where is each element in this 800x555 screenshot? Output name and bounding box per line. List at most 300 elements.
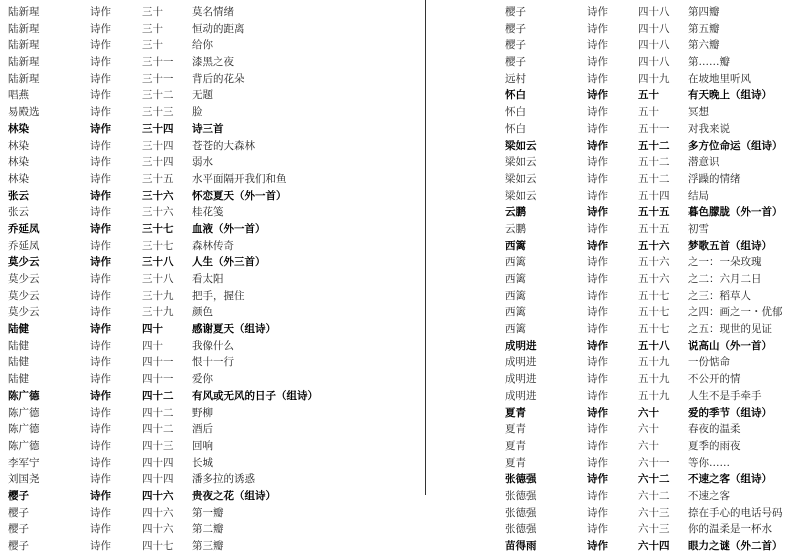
entry-type: 诗作 <box>90 172 111 185</box>
entry-type: 诗作 <box>90 222 111 235</box>
poem-title: 水平面隔开我们和鱼 <box>192 172 287 185</box>
author-name: 夏青 <box>505 439 526 452</box>
entry-type: 诗作 <box>587 56 608 69</box>
poem-title: 漆黑之夜 <box>192 56 234 69</box>
poem-title: 不速之客（组诗） <box>688 473 772 486</box>
issue-number: 五十八 <box>638 339 670 352</box>
entry-type: 诗作 <box>90 72 111 85</box>
author-name: 张德强 <box>505 473 537 486</box>
entry-type: 诗作 <box>90 6 111 18</box>
poem-title: 无题 <box>192 89 213 102</box>
issue-number: 三十四 <box>142 139 174 152</box>
entry-type: 诗作 <box>90 306 111 319</box>
poem-title: 血液（外一首） <box>192 222 266 235</box>
entry-type: 诗作 <box>90 22 111 35</box>
issue-number: 三十一 <box>142 56 174 69</box>
index-row <box>8 488 408 505</box>
author-name: 夏青 <box>505 406 526 419</box>
poem-title: 在坡地里听风 <box>688 72 751 85</box>
index-row <box>8 338 408 355</box>
poem-title: 初雪 <box>688 222 709 235</box>
author-name: 莫少云 <box>8 256 40 269</box>
issue-number: 三十二 <box>142 89 174 102</box>
entry-type: 诗作 <box>587 273 608 285</box>
author-name: 林染 <box>8 122 29 135</box>
author-name: 林染 <box>8 156 29 169</box>
poem-title: 莫名情绪 <box>192 6 234 18</box>
poem-title: 有风或无风的日子（组诗） <box>192 389 318 402</box>
author-name: 樱子 <box>505 22 526 35</box>
entry-type: 诗作 <box>90 423 111 436</box>
issue-number: 六十三 <box>638 523 670 536</box>
poem-title: 多方位命运（组诗） <box>688 139 783 152</box>
issue-number: 五十四 <box>638 189 670 202</box>
index-row <box>505 521 800 538</box>
author-name: 陆新瑆 <box>8 72 40 85</box>
issue-number: 五十六 <box>638 256 670 269</box>
author-name: 陈广德 <box>8 439 40 452</box>
index-row <box>8 138 408 155</box>
poem-title: 人生（外三首） <box>192 256 266 269</box>
issue-number: 六十四 <box>638 540 670 552</box>
poem-title: 第六瓣 <box>688 39 720 52</box>
index-row <box>8 21 408 38</box>
author-name: 陆新瑆 <box>8 39 40 52</box>
entry-type: 诗作 <box>587 456 608 469</box>
entry-type: 诗作 <box>90 56 111 69</box>
entry-type: 诗作 <box>90 439 111 452</box>
issue-number: 三十九 <box>142 306 174 319</box>
entry-type: 诗作 <box>587 540 608 552</box>
poem-title: 夏季的雨夜 <box>688 439 741 452</box>
index-row <box>505 288 800 305</box>
poem-title: 春夜的温柔 <box>688 423 741 436</box>
poem-title: 爱的季节（组诗） <box>688 406 772 419</box>
index-row <box>505 405 800 422</box>
author-name: 张德强 <box>505 489 537 502</box>
index-row <box>8 388 408 405</box>
entry-type: 诗作 <box>587 89 608 102</box>
issue-number: 三十四 <box>142 122 174 135</box>
index-row <box>8 455 408 472</box>
index-row <box>505 271 800 288</box>
author-name: 刘国尧 <box>8 473 40 486</box>
entry-type: 诗作 <box>90 356 111 369</box>
index-row <box>505 71 800 88</box>
index-row <box>505 204 800 221</box>
author-name: 乔延凤 <box>8 239 40 252</box>
entry-type: 诗作 <box>587 156 608 169</box>
author-name: 西篱 <box>505 256 526 269</box>
issue-number: 五十二 <box>638 139 670 152</box>
entry-type: 诗作 <box>587 356 608 369</box>
issue-number: 五十九 <box>638 373 670 386</box>
poem-title: 第五瓣 <box>688 22 720 35</box>
issue-number: 三十 <box>142 6 163 18</box>
poem-title: 结局 <box>688 189 709 202</box>
index-row <box>505 138 800 155</box>
index-row <box>8 421 408 438</box>
issue-number: 三十七 <box>142 222 174 235</box>
author-name: 陆健 <box>8 323 29 336</box>
issue-number: 六十二 <box>638 489 670 502</box>
author-name: 怀白 <box>505 122 526 135</box>
issue-number: 五十二 <box>638 172 670 185</box>
issue-number: 四十 <box>142 323 163 336</box>
entry-type: 诗作 <box>90 323 111 336</box>
index-row <box>8 438 408 455</box>
author-name: 易殿选 <box>8 106 40 119</box>
poem-title: 颜色 <box>192 306 213 319</box>
poem-title: 冥想 <box>688 106 709 119</box>
issue-number: 三十四 <box>142 156 174 169</box>
author-name: 陆新瑆 <box>8 22 40 35</box>
author-name: 张云 <box>8 189 29 202</box>
index-row <box>8 71 408 88</box>
index-row <box>505 37 800 54</box>
index-row <box>8 254 408 271</box>
entry-type: 诗作 <box>587 523 608 536</box>
issue-number: 五十 <box>638 106 659 119</box>
index-row <box>505 455 800 472</box>
author-name: 西篱 <box>505 273 526 285</box>
poem-title: 恒动的距离 <box>192 22 245 35</box>
issue-number: 三十 <box>142 39 163 52</box>
index-row <box>8 304 408 321</box>
poem-title: 暮色朦胧（外一首） <box>688 206 783 219</box>
poem-title: 浮躁的情绪 <box>688 172 741 185</box>
poem-title: 有天晚上（组诗） <box>688 89 772 102</box>
entry-type: 诗作 <box>587 39 608 52</box>
index-row <box>8 238 408 255</box>
author-name: 苗得雨 <box>505 540 537 552</box>
author-name: 张德强 <box>505 523 537 536</box>
issue-number: 四十六 <box>142 506 174 519</box>
issue-number: 五十七 <box>638 306 670 319</box>
poem-title: 一份惦命 <box>688 356 730 369</box>
entry-type: 诗作 <box>90 139 111 152</box>
index-row <box>505 254 800 271</box>
author-name: 乔延凤 <box>8 222 40 235</box>
issue-number: 四十四 <box>142 456 174 469</box>
poem-title: 第四瓣 <box>688 6 720 18</box>
poem-title: 桂花笺 <box>192 206 224 219</box>
issue-number: 六十 <box>638 423 659 436</box>
index-row <box>505 338 800 355</box>
entry-type: 诗作 <box>90 239 111 252</box>
poem-title: 捺在手心的电话号码 <box>688 506 783 519</box>
index-row <box>8 538 408 555</box>
issue-number: 四十六 <box>142 489 174 502</box>
poem-title: 贵夜之花（组诗） <box>192 489 276 502</box>
poem-title: 给你 <box>192 39 213 52</box>
poem-title: 对我来说 <box>688 122 730 135</box>
author-name: 樱子 <box>8 540 29 552</box>
issue-number: 五十六 <box>638 273 670 285</box>
issue-number: 三十六 <box>142 189 174 202</box>
author-name: 陆健 <box>8 356 29 369</box>
entry-type: 诗作 <box>90 473 111 486</box>
entry-type: 诗作 <box>90 273 111 285</box>
author-name: 成明进 <box>505 356 537 369</box>
poem-title: 脸 <box>192 106 203 119</box>
index-row <box>8 171 408 188</box>
issue-number: 四十二 <box>142 406 174 419</box>
poem-title: 人生不是手牵手 <box>688 389 762 402</box>
entry-type: 诗作 <box>90 89 111 102</box>
poem-title: 苍苍的大森林 <box>192 139 255 152</box>
issue-number: 四十八 <box>638 39 670 52</box>
index-row <box>505 488 800 505</box>
entry-type: 诗作 <box>587 72 608 85</box>
entry-type: 诗作 <box>90 489 111 502</box>
index-row <box>8 104 408 121</box>
index-row <box>8 54 408 71</box>
author-name: 远村 <box>505 72 526 85</box>
index-row <box>8 121 408 138</box>
entry-type: 诗作 <box>587 406 608 419</box>
author-name: 西篱 <box>505 239 526 252</box>
index-row <box>8 405 408 422</box>
author-name: 西篱 <box>505 323 526 336</box>
index-row <box>8 221 408 238</box>
poem-title: 之四：画之一・优郁 <box>688 306 783 319</box>
issue-number: 四十二 <box>142 423 174 436</box>
poem-title: 森林传奇 <box>192 239 234 252</box>
poem-title: 潘多拉的诱惑 <box>192 473 255 486</box>
issue-number: 三十六 <box>142 206 174 219</box>
issue-number: 三十一 <box>142 72 174 85</box>
author-name: 樱子 <box>505 6 526 18</box>
column-divider <box>425 0 426 495</box>
entry-type: 诗作 <box>90 106 111 119</box>
entry-type: 诗作 <box>90 389 111 402</box>
entry-type: 诗作 <box>587 373 608 386</box>
left-column <box>8 4 408 555</box>
issue-number: 三十九 <box>142 289 174 302</box>
issue-number: 六十三 <box>638 506 670 519</box>
poem-title: 潜意识 <box>688 156 720 169</box>
issue-number: 四十 <box>142 339 163 352</box>
issue-number: 五十九 <box>638 389 670 402</box>
index-row <box>505 154 800 171</box>
poem-title: 背后的花朵 <box>192 72 245 85</box>
index-row <box>505 388 800 405</box>
author-name: 陆健 <box>8 373 29 386</box>
author-name: 梁如云 <box>505 172 537 185</box>
author-name: 成明进 <box>505 389 537 402</box>
issue-number: 五十五 <box>638 222 670 235</box>
poem-title: 之二：六月二日 <box>688 273 762 285</box>
entry-type: 诗作 <box>587 389 608 402</box>
entry-type: 诗作 <box>587 22 608 35</box>
index-row <box>505 321 800 338</box>
poem-title: 说高山（外一首） <box>688 339 772 352</box>
index-row <box>8 4 408 21</box>
issue-number: 四十七 <box>142 540 174 552</box>
index-row <box>505 538 800 555</box>
poem-title: 等你…… <box>688 456 730 469</box>
author-name: 梁如云 <box>505 189 537 202</box>
poem-title: 把手，握住 <box>192 289 245 302</box>
issue-number: 六十 <box>638 439 659 452</box>
author-name: 梁如云 <box>505 139 537 152</box>
author-name: 云鹏 <box>505 206 526 219</box>
author-name: 云鹏 <box>505 222 526 235</box>
entry-type: 诗作 <box>587 423 608 436</box>
issue-number: 五十六 <box>638 239 670 252</box>
index-row <box>505 4 800 21</box>
entry-type: 诗作 <box>587 289 608 302</box>
issue-number: 五十 <box>638 89 659 102</box>
index-row <box>8 204 408 221</box>
entry-type: 诗作 <box>587 306 608 319</box>
issue-number: 四十八 <box>638 6 670 18</box>
author-name: 陈广德 <box>8 423 40 436</box>
index-row <box>505 438 800 455</box>
entry-type: 诗作 <box>90 189 111 202</box>
author-name: 西篱 <box>505 289 526 302</box>
poem-title: 野柳 <box>192 406 213 419</box>
right-column <box>505 4 800 555</box>
poem-title: 看太阳 <box>192 273 224 285</box>
issue-number: 五十九 <box>638 356 670 369</box>
entry-type: 诗作 <box>587 189 608 202</box>
entry-type: 诗作 <box>90 39 111 52</box>
entry-type: 诗作 <box>90 506 111 519</box>
entry-type: 诗作 <box>90 156 111 169</box>
entry-type: 诗作 <box>90 256 111 269</box>
issue-number: 六十 <box>638 406 659 419</box>
author-name: 张云 <box>8 206 29 219</box>
poem-title: 眼力之谜（外二首） <box>688 540 783 552</box>
entry-type: 诗作 <box>587 239 608 252</box>
author-name: 樱子 <box>8 523 29 536</box>
index-row <box>8 521 408 538</box>
entry-type: 诗作 <box>587 506 608 519</box>
index-row <box>505 104 800 121</box>
index-row <box>8 87 408 104</box>
entry-type: 诗作 <box>90 456 111 469</box>
issue-number: 五十七 <box>638 323 670 336</box>
author-name: 莫少云 <box>8 273 40 285</box>
issue-number: 四十八 <box>638 22 670 35</box>
entry-type: 诗作 <box>587 172 608 185</box>
author-name: 成明进 <box>505 339 537 352</box>
issue-number: 六十二 <box>638 473 670 486</box>
entry-type: 诗作 <box>90 122 111 135</box>
entry-type: 诗作 <box>90 406 111 419</box>
index-row <box>505 171 800 188</box>
entry-type: 诗作 <box>587 473 608 486</box>
issue-number: 三十 <box>142 22 163 35</box>
index-row <box>8 37 408 54</box>
issue-number: 五十七 <box>638 289 670 302</box>
issue-number: 四十二 <box>142 389 174 402</box>
index-row <box>505 238 800 255</box>
entry-type: 诗作 <box>90 523 111 536</box>
author-name: 樱子 <box>8 489 29 502</box>
poem-title: 感谢夏天（组诗） <box>192 323 276 336</box>
index-row <box>505 21 800 38</box>
poem-title: 第一瓣 <box>192 506 224 519</box>
entry-type: 诗作 <box>587 323 608 336</box>
poem-title: 长城 <box>192 456 213 469</box>
author-name: 樱子 <box>505 39 526 52</box>
issue-number: 四十六 <box>142 523 174 536</box>
entry-type: 诗作 <box>587 339 608 352</box>
author-name: 樱子 <box>8 506 29 519</box>
poem-title: 恨十一行 <box>192 356 234 369</box>
poem-title: 第三瓣 <box>192 540 224 552</box>
entry-type: 诗作 <box>587 6 608 18</box>
entry-type: 诗作 <box>90 540 111 552</box>
entry-type: 诗作 <box>90 206 111 219</box>
index-row <box>8 188 408 205</box>
issue-number: 三十八 <box>142 273 174 285</box>
author-name: 唱燕 <box>8 89 29 102</box>
poem-title: 我像什么 <box>192 339 234 352</box>
poem-title: 之一：一朵玫瑰 <box>688 256 762 269</box>
author-name: 张德强 <box>505 506 537 519</box>
author-name: 成明进 <box>505 373 537 386</box>
index-row <box>505 221 800 238</box>
issue-number: 四十八 <box>638 56 670 69</box>
author-name: 怀白 <box>505 89 526 102</box>
index-row <box>8 471 408 488</box>
poem-title: 回响 <box>192 439 213 452</box>
issue-number: 三十七 <box>142 239 174 252</box>
index-row <box>8 321 408 338</box>
author-name: 樱子 <box>505 56 526 69</box>
author-name: 梁如云 <box>505 156 537 169</box>
entry-type: 诗作 <box>587 106 608 119</box>
author-name: 怀白 <box>505 106 526 119</box>
issue-number: 五十一 <box>638 122 670 135</box>
poem-title: 之五：现世的见证 <box>688 323 772 336</box>
author-name: 林染 <box>8 172 29 185</box>
author-name: 李军宁 <box>8 456 40 469</box>
entry-type: 诗作 <box>587 489 608 502</box>
index-row <box>505 505 800 522</box>
poem-title: 诗三首 <box>192 122 224 135</box>
index-row <box>8 154 408 171</box>
poem-title: 怀恋夏天（外一首） <box>192 189 287 202</box>
issue-number: 五十五 <box>638 206 670 219</box>
poem-title: 第二瓣 <box>192 523 224 536</box>
issue-number: 五十二 <box>638 156 670 169</box>
index-row <box>505 354 800 371</box>
author-name: 莫少云 <box>8 306 40 319</box>
index-row <box>505 87 800 104</box>
issue-number: 四十九 <box>638 72 670 85</box>
issue-number: 三十三 <box>142 106 174 119</box>
issue-number: 四十一 <box>142 356 174 369</box>
index-row <box>505 188 800 205</box>
poem-title: 第……瓣 <box>688 56 730 69</box>
author-name: 夏青 <box>505 423 526 436</box>
author-name: 陆健 <box>8 339 29 352</box>
author-name: 莫少云 <box>8 289 40 302</box>
poem-title: 你的温柔是一杯水 <box>688 523 772 536</box>
index-row <box>505 121 800 138</box>
author-name: 陆新瑆 <box>8 6 40 18</box>
author-name: 陈广德 <box>8 406 40 419</box>
author-name: 夏青 <box>505 456 526 469</box>
entry-type: 诗作 <box>90 339 111 352</box>
entry-type: 诗作 <box>587 206 608 219</box>
author-name: 陆新瑆 <box>8 56 40 69</box>
